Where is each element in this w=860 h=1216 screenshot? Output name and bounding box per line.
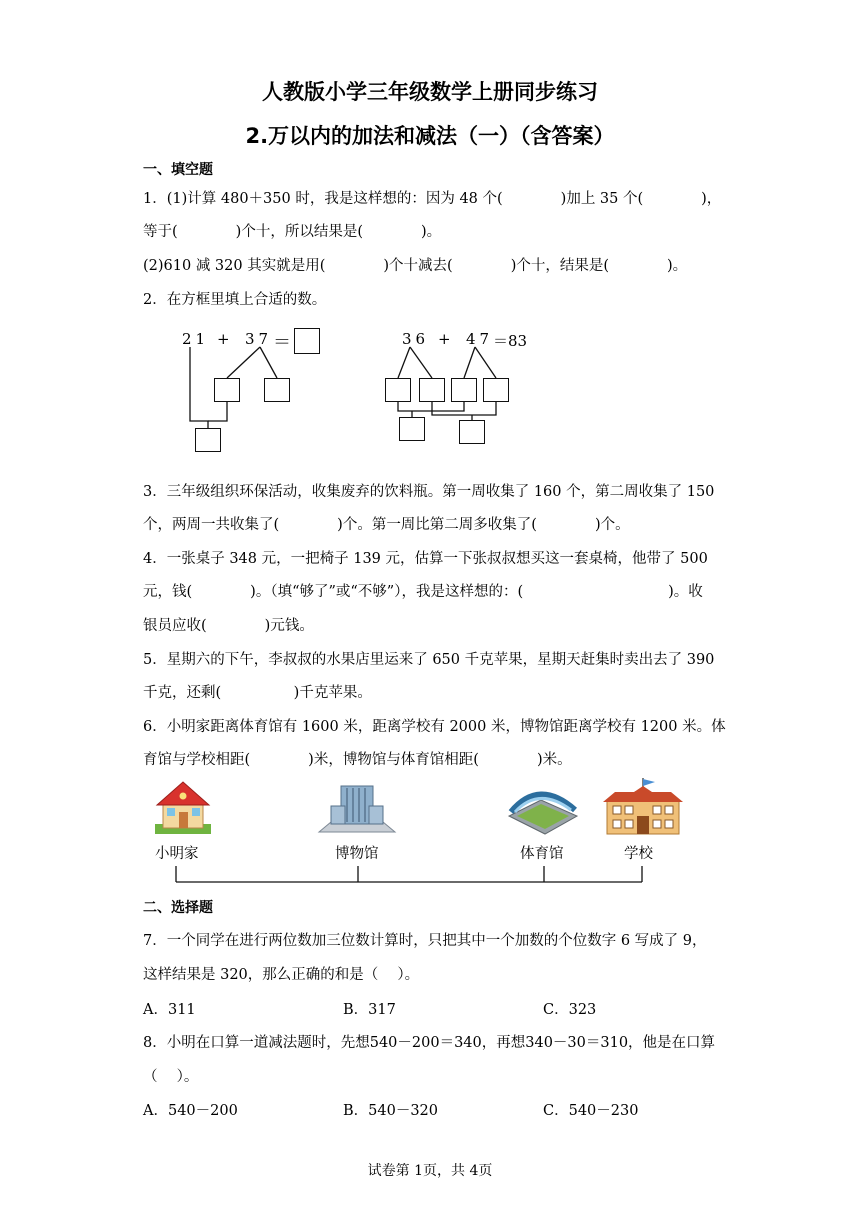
question-3-line-2: 个，两周一共收集了( )个。第一周比第二周多收集了( )个。 [143, 517, 630, 533]
question-7-option-a[interactable]: A．311 [143, 1002, 196, 1018]
left-addend-1: 21 [182, 330, 210, 348]
page-subtitle: 2.万以内的加法和减法（一）（含答案） [245, 124, 615, 148]
question-7-option-b[interactable]: B．317 [343, 1002, 396, 1018]
right-addend-2: 47 [466, 330, 494, 348]
question-1-line-3: (2)610 减 320 其实就是用( )个十减去( )个十，结果是( )。 [143, 258, 688, 274]
decomposition-figure [170, 325, 550, 455]
location-map [145, 778, 685, 890]
question-1-line-1: 1．(1)计算 480＋350 时，我是这样想的：因为 48 个( )加上 35 个( )， [143, 191, 722, 207]
question-6-line-2: 育馆与学校相距( )米，博物馆与体育馆相距( )米。 [143, 752, 572, 768]
question-3-line-1: 3．三年级组织环保活动，收集废弃的饮料瓶。第一周收集了 160 个，第二周收集了 150 [143, 484, 715, 500]
left-plus-sign: + [217, 330, 230, 348]
page-footer: 试卷第 1页，共 4页 [367, 1163, 493, 1179]
label-school: 学校 [624, 846, 653, 862]
question-6-line-1: 6．小明家距离体育馆有 1600 米，距离学校有 2000 米，博物馆距离学校有 1200 米。体 [143, 719, 726, 735]
question-2-text: 2．在方框里填上合适的数。 [143, 292, 327, 308]
section-heading-fill-in: 一、填空题 [143, 162, 213, 178]
question-7-line-2: 这样结果是 320，那么正确的和是（ ）。 [143, 967, 420, 983]
question-8-line-1: 8．小明在口算一道减法题时，先想540－200＝340，再想340－30＝310，他是在口算 [143, 1035, 716, 1051]
decomposition-lines [170, 325, 550, 455]
left-equals-sign: ＝ [273, 332, 291, 353]
question-8-option-c[interactable]: C．540－230 [543, 1103, 639, 1119]
label-stadium: 体育馆 [520, 846, 564, 862]
question-5-line-2: 千克，还剩( )千克苹果。 [143, 685, 372, 701]
map-distance-line [145, 778, 685, 890]
section-heading-multiple-choice: 二、选择题 [143, 900, 213, 916]
right-addend-1: 36 [402, 330, 430, 348]
question-8-option-b[interactable]: B．540－320 [343, 1103, 439, 1119]
label-home: 小明家 [155, 846, 199, 862]
question-1-line-2: 等于( )个十，所以结果是( )。 [143, 224, 442, 240]
left-addend-2: 37 [245, 330, 273, 348]
right-plus-sign: + [438, 330, 451, 348]
question-8-line-2: （ ）。 [143, 1069, 199, 1085]
right-equals-result: ＝83 [493, 332, 528, 350]
page-title: 人教版小学三年级数学上册同步练习 [262, 80, 598, 104]
question-7-line-1: 7．一个同学在进行两位数加三位数计算时，只把其中一个加数的个位数字 6 写成了 9， [143, 933, 707, 949]
question-4-line-1: 4．一张桌子 348 元，一把椅子 139 元，估算一下张叔叔想买这一套桌椅，他带了 500 [143, 551, 708, 567]
question-7-option-c[interactable]: C．323 [543, 1002, 597, 1018]
label-museum: 博物馆 [335, 846, 379, 862]
question-5-line-1: 5．星期六的下午，李叔叔的水果店里运来了 650 千克苹果，星期天赶集时卖出去了 390 [143, 652, 715, 668]
question-4-line-3: 银员应收( )元钱。 [143, 618, 314, 634]
question-8-option-a[interactable]: A．540－200 [143, 1103, 238, 1119]
question-4-line-2: 元，钱( )。（填“够了”或“不够”），我是这样想的：( )。收 [143, 584, 703, 600]
